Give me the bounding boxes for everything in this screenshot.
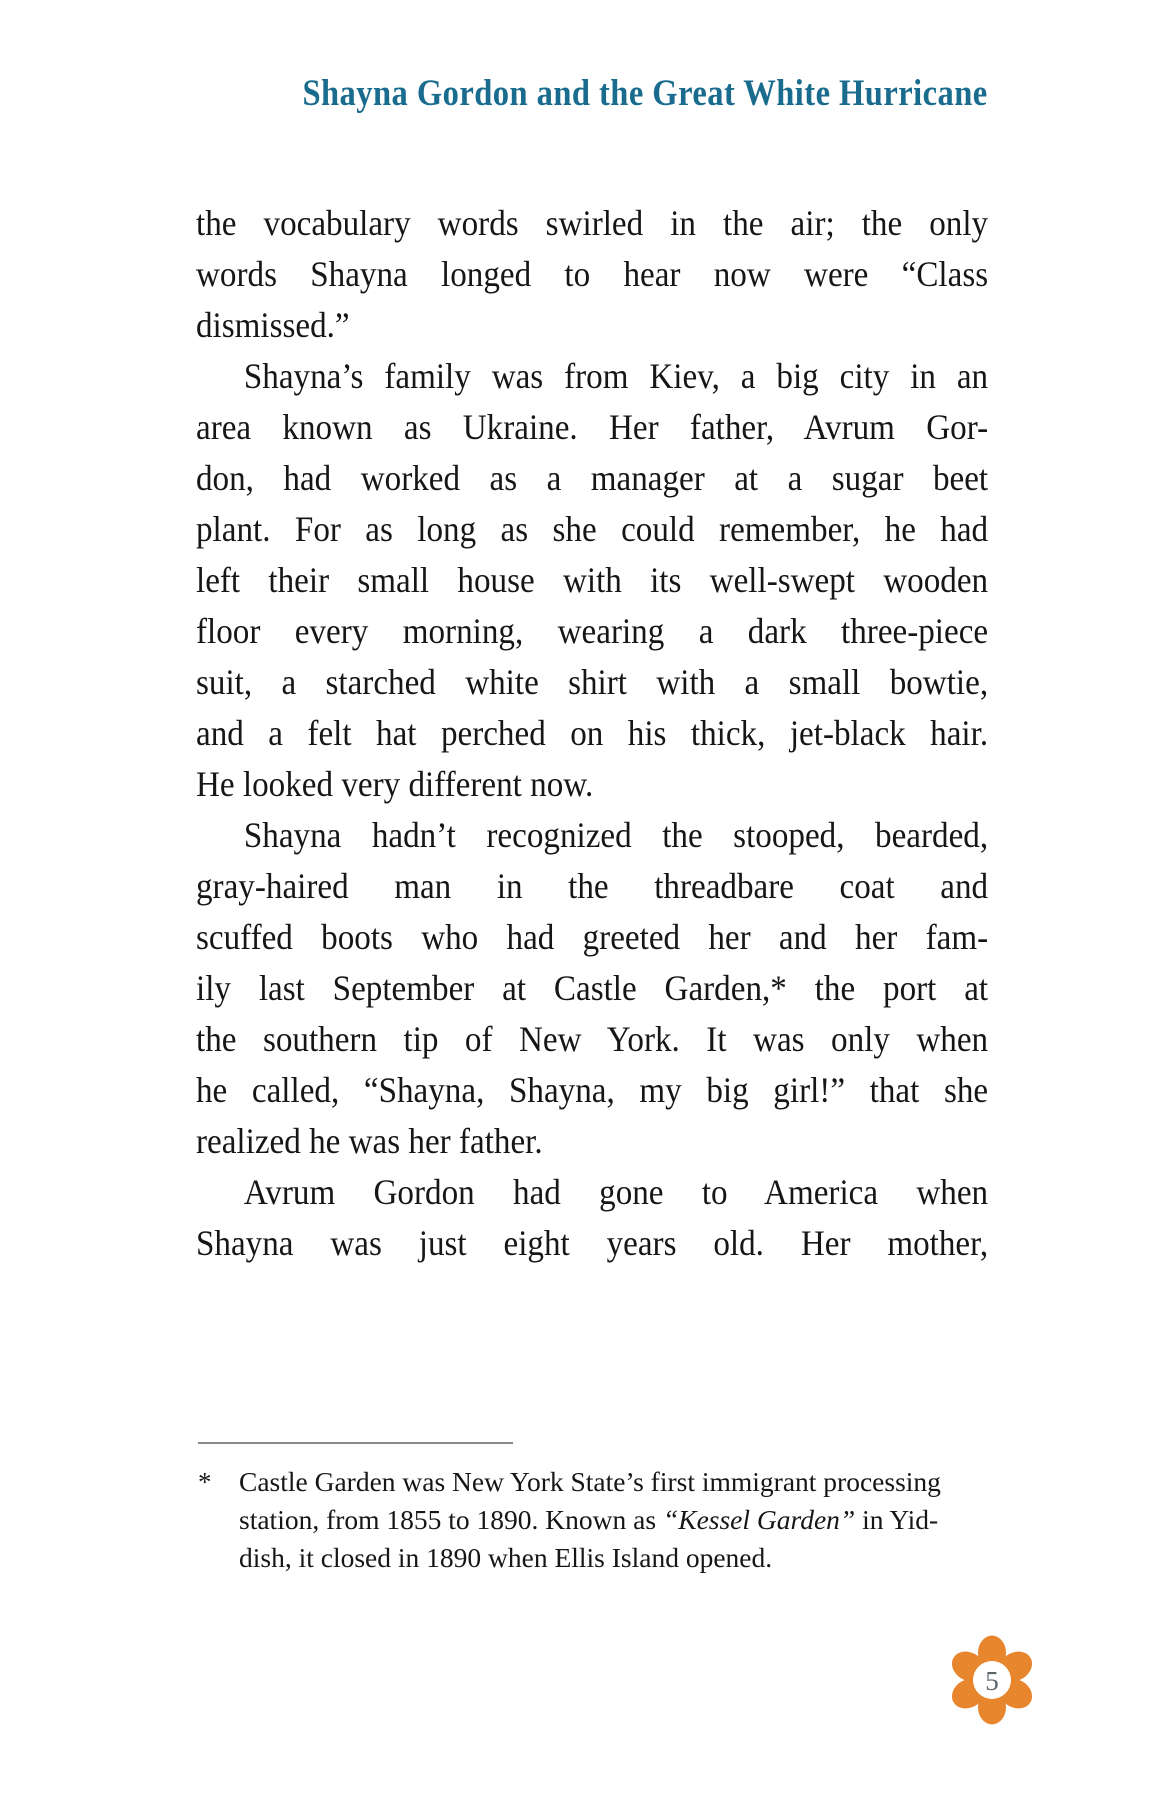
- body-line: gray-haired man in the threadbare coat and: [196, 866, 989, 906]
- body-line: scuffed boots who had greeted her and her fam-: [196, 917, 989, 957]
- footnote-lines: [239, 1463, 996, 1577]
- running-header-title: Shayna Gordon and the Great White Hurricane: [302, 73, 988, 114]
- footnote-line: station, from 1855 to 1890. Known as “Kessel Garden” in Yid-: [239, 1504, 939, 1535]
- body-line: Shayna hadn’t recognized the stooped, bearded,: [243, 815, 989, 855]
- flower-icon: [932, 1620, 1052, 1740]
- body-line: don, had worked as a manager at a sugar beet: [196, 458, 989, 498]
- body-line: the southern tip of New York. It was only when: [196, 1019, 989, 1059]
- footnote-line: dish, it closed in 1890 when Ellis Island opened.: [239, 1542, 773, 1573]
- body-line: left their small house with its well-swept wooden: [196, 560, 989, 600]
- page-number: 5: [985, 1666, 999, 1696]
- body-line: and a felt hat perched on his thick, jet-black hair.: [196, 713, 989, 753]
- body-line: Avrum Gordon had gone to America when: [243, 1172, 989, 1212]
- body-line: Shayna was just eight years old. Her mother,: [196, 1223, 989, 1263]
- body-line: he called, “Shayna, Shayna, my big girl!” that she: [196, 1070, 989, 1110]
- body-line: suit, a starched white shirt with a small bowtie,: [196, 662, 989, 702]
- footnote: [196, 1463, 996, 1577]
- footnote-marker: *: [198, 1467, 212, 1497]
- body-line: plant. For as long as she could remember, he had: [196, 509, 989, 549]
- footnote-line: Castle Garden was New York State’s first immigrant processing: [239, 1466, 941, 1497]
- page-number-ornament: [932, 1620, 1052, 1740]
- body-line: the vocabulary words swirled in the air; the only: [196, 203, 989, 243]
- body-line: words Shayna longed to hear now were “Class: [196, 254, 989, 294]
- body-line: ily last September at Castle Garden,* the port at: [196, 968, 989, 1008]
- running-header: [196, 72, 988, 115]
- body-line: area known as Ukraine. Her father, Avrum Gor-: [196, 407, 989, 447]
- body-line: dismissed.”: [196, 305, 350, 345]
- body-line: realized he was her father.: [196, 1121, 543, 1161]
- body-line: He looked very different now.: [196, 764, 594, 804]
- footnote-divider: [198, 1442, 513, 1444]
- body-text: [196, 198, 1057, 1269]
- body-line: floor every morning, wearing a dark three-piece: [196, 611, 989, 651]
- body-line: Shayna’s family was from Kiev, a big city in an: [243, 356, 989, 396]
